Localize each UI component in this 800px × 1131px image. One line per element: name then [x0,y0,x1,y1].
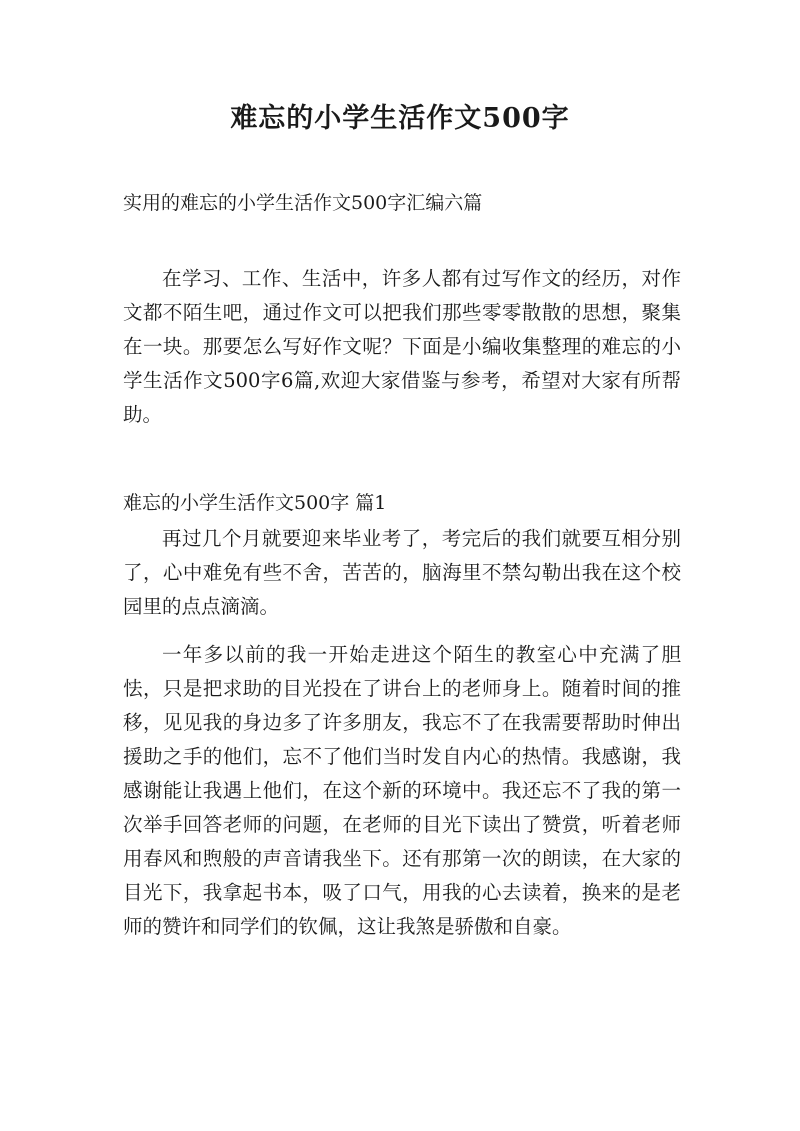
intro-paragraph: 在学习、工作、生活中，许多人都有过写作文的经历，对作文都不陌生吧，通过作文可以把我们那些零零散散的思想，聚集在一块。那要怎么写好作文呢？下面是小编收集整理的难忘的小学生活作文500字6篇,欢迎大家借鉴与参考，希望对大家有所帮助。 [123,267,681,426]
body-paragraph: 一年多以前的我一开始走进这个陌生的教室心中充满了胆怯，只是把求助的目光投在了讲台上的老师身上。随着时间的推移，见见我的身边多了许多朋友，我忘不了在我需要帮助时伸出援助之手的他们，忘不了他们当时发自内心的热情。我感谢，我感谢能让我遇上他们，在这个新的环境中。我还忘不了我的第一次举手回答老师的问题，在老师的目光下读出了赞赏，听着老师用春风和煦般的声音请我坐下。还有那第一次的朗读，在大家的目光下，我拿起书本，吸了口气，用我的心去读着，换来的是老师的赞许和同学们的钦佩，这让我煞是骄傲和自豪。 [123,643,681,938]
document-title: 难忘的小学生活作文500字 [230,103,570,134]
document-subtitle: 实用的难忘的小学生活作文500字汇编六篇 [123,192,483,214]
section-heading: 难忘的小学生活作文500字 篇1 [123,492,387,514]
body-paragraph: 再过几个月就要迎来毕业考了，考完后的我们就要互相分别了，心中难免有些不舍，苦苦的，脑海里不禁勾勒出我在这个校园里的点点滴滴。 [123,527,681,618]
